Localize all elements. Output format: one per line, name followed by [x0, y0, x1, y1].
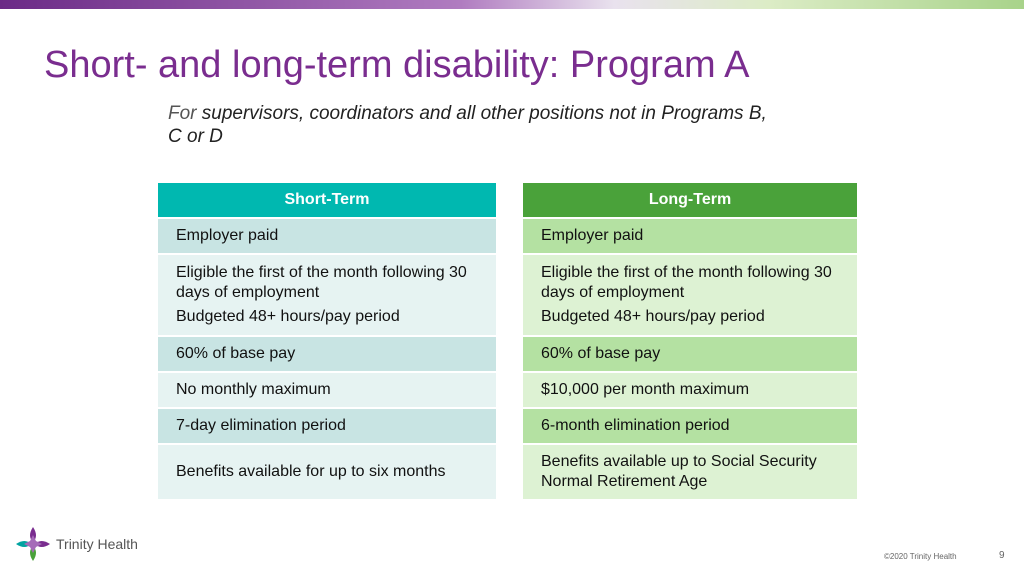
subtitle-text: supervisors, coordinators and all other positions not in Programs B, C or D: [168, 103, 767, 147]
short-term-pay: 60% of base pay: [176, 345, 296, 362]
short-term-duration-row: [158, 445, 496, 499]
short-term-employer: Employer paid: [176, 227, 279, 244]
long-term-pay: 60% of base pay: [541, 345, 661, 362]
short-term-hours: Budgeted 48+ hours/pay period: [176, 308, 400, 325]
trinity-health-logo: [14, 525, 138, 563]
long-term-duration: Benefits available up to Social Security Normal Retirement Age: [541, 453, 817, 490]
long-term-maximum-row: [523, 373, 857, 407]
long-term-employer-row: [523, 219, 857, 253]
subtitle-lead: For: [168, 103, 197, 124]
trinity-cross-icon: [14, 525, 52, 563]
short-term-pay-row: [158, 337, 496, 371]
short-term-elimination: 7-day elimination period: [176, 417, 346, 434]
long-term-eligibility: Eligible the first of the month following 30 days of employment: [541, 264, 832, 301]
long-term-employer: Employer paid: [541, 227, 644, 244]
short-term-elimination-row: [158, 409, 496, 443]
long-term-eligibility-row: [523, 255, 857, 335]
page-number: 9: [999, 550, 1005, 561]
long-term-hours: Budgeted 48+ hours/pay period: [541, 308, 765, 325]
short-term-eligibility-row: [158, 255, 496, 335]
page-title: Short- and long-term disability: Program A: [44, 44, 750, 86]
long-term-elimination: 6-month elimination period: [541, 417, 730, 434]
long-term-header: Long-Term: [523, 183, 857, 217]
short-term-eligibility: Eligible the first of the month following 30 days of employment: [176, 264, 467, 301]
copyright-notice: ©2020 Trinity Health: [884, 552, 957, 561]
short-term-maximum-row: [158, 373, 496, 407]
short-term-maximum: No monthly maximum: [176, 381, 331, 398]
long-term-duration-row: [523, 445, 857, 499]
short-term-duration: Benefits available for up to six months: [176, 463, 446, 480]
long-term-table: [523, 183, 857, 499]
long-term-pay-row: [523, 337, 857, 371]
short-term-employer-row: [158, 219, 496, 253]
short-term-table: [158, 183, 496, 499]
short-term-header: Short-Term: [158, 183, 496, 217]
top-decorative-band: [0, 0, 1024, 9]
logo-text: Trinity Health: [56, 536, 138, 552]
long-term-maximum: $10,000 per month maximum: [541, 381, 750, 398]
subtitle: [168, 102, 768, 148]
long-term-elimination-row: [523, 409, 857, 443]
